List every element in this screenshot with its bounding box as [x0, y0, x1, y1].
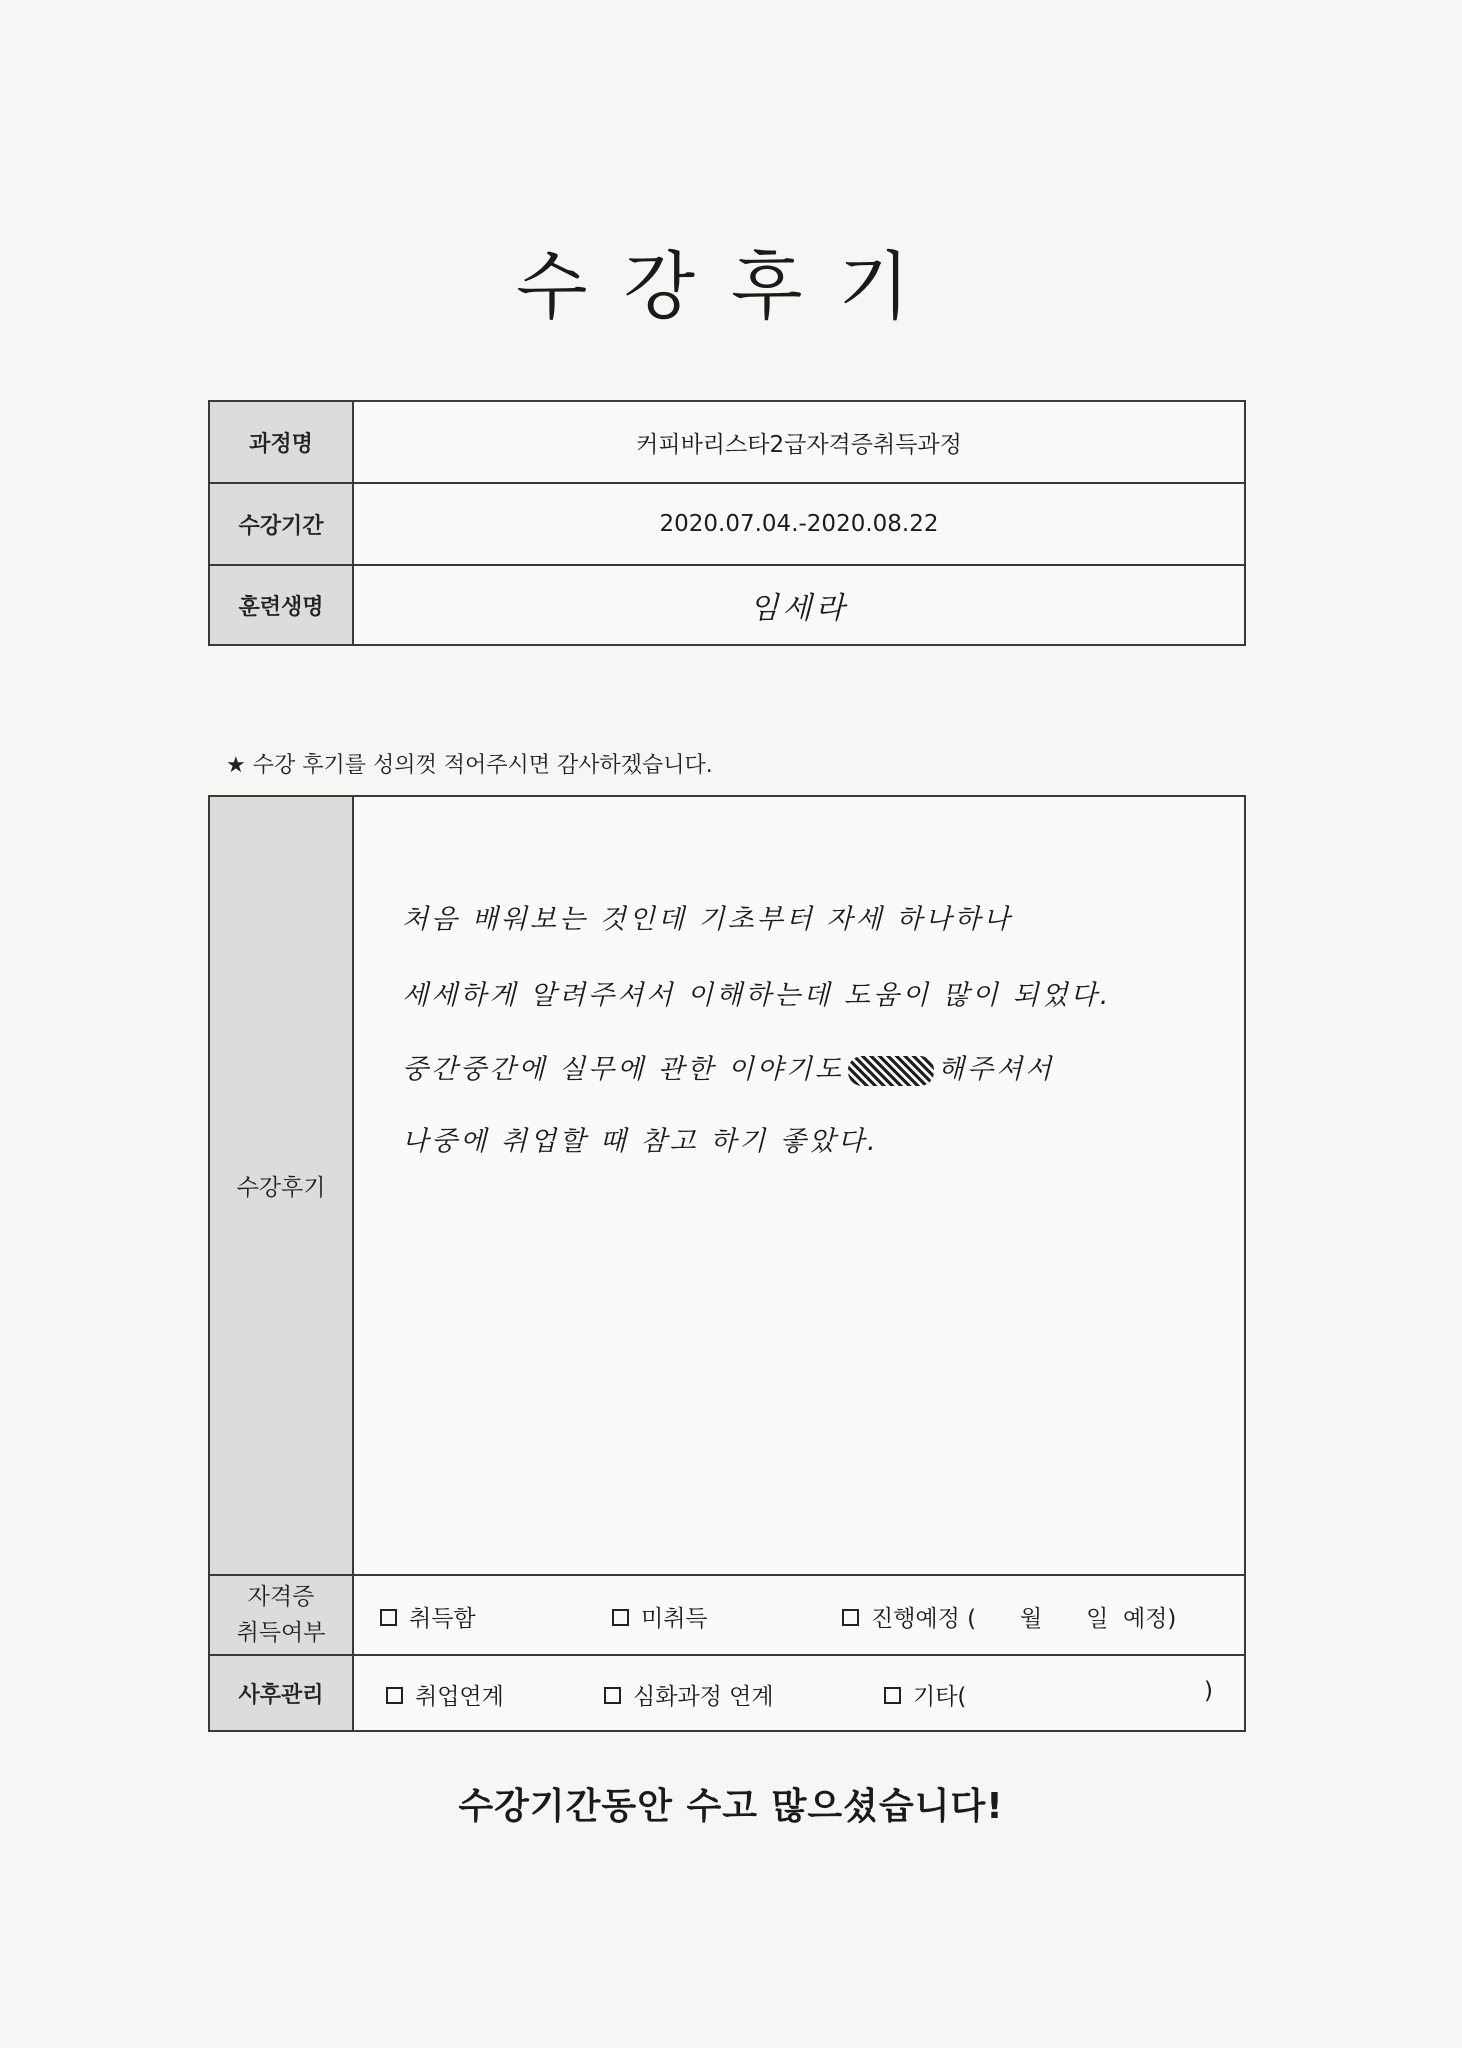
- closing-message: 수강기간동안 수고 많으셨습니다!: [458, 1786, 1004, 1827]
- aftercare-option-advanced-course[interactable]: [604, 1678, 774, 1711]
- course-period-value: 2020.07.04.-2020.08.22: [353, 483, 1245, 565]
- course-name-value: 커피바리스타2급자격증취득과정: [353, 401, 1245, 483]
- certificate-option-not-acquired-label: 미취득: [641, 1606, 708, 1632]
- trainee-name-label: 훈련생명: [209, 565, 353, 645]
- review-line-3-text: 중간중간에 실무에 관한 이야기도: [402, 1054, 844, 1085]
- aftercare-option-advanced-course-label: 심화과정 연계: [633, 1684, 774, 1710]
- certificate-label: [209, 1575, 353, 1655]
- review-line-3-tail: 해주셔서: [937, 1054, 1055, 1085]
- page-title: 수강후기: [516, 244, 946, 330]
- aftercare-options: [353, 1655, 1245, 1731]
- certificate-label-bottom: 취득여부: [236, 1620, 326, 1646]
- aftercare-option-job-link[interactable]: [386, 1678, 504, 1711]
- review-line-4: 나중에 취업할 때 참고 하기 좋았다.: [402, 1126, 879, 1157]
- course-info-table: [208, 400, 1246, 646]
- review-table: [208, 795, 1246, 1732]
- checkbox-icon[interactable]: [386, 1687, 403, 1704]
- checkbox-icon[interactable]: [612, 1609, 629, 1626]
- instruction-note: ★ 수강 후기를 성의껏 적어주시면 감사하겠습니다.: [226, 753, 713, 778]
- aftercare-option-job-link-label: 취업연계: [415, 1684, 504, 1710]
- certificate-option-not-acquired[interactable]: [612, 1600, 708, 1633]
- certificate-option-scheduled-label: 진행예정 ( 월 일 예정): [871, 1606, 1177, 1632]
- certificate-option-acquired-label: 취득함: [409, 1606, 476, 1632]
- checkbox-icon[interactable]: [884, 1687, 901, 1704]
- certificate-options: [353, 1575, 1245, 1655]
- certificate-option-scheduled[interactable]: [842, 1600, 1176, 1633]
- aftercare-option-other-label: 기타(: [913, 1684, 967, 1710]
- aftercare-option-other-close: ): [1204, 1678, 1213, 1704]
- review-label: 수강후기: [209, 796, 353, 1575]
- checkbox-icon[interactable]: [604, 1687, 621, 1704]
- course-name-label: 과정명: [209, 401, 353, 483]
- review-line-2: 세세하게 알려주셔서 이해하는데 도움이 많이 되었다.: [402, 980, 1112, 1011]
- certificate-option-acquired[interactable]: [380, 1600, 476, 1633]
- review-body: [353, 796, 1245, 1575]
- checkbox-icon[interactable]: [842, 1609, 859, 1626]
- checkbox-icon[interactable]: [380, 1609, 397, 1626]
- aftercare-option-other[interactable]: [884, 1678, 966, 1711]
- scribble-mark: [848, 1056, 934, 1086]
- review-line-1: 처음 배워보는 것인데 기초부터 자세 하나하나: [402, 904, 1013, 935]
- course-period-label: 수강기간: [209, 483, 353, 565]
- trainee-name-value: 임세라: [353, 565, 1245, 645]
- certificate-label-top: 자격증: [247, 1584, 315, 1610]
- aftercare-label: 사후관리: [209, 1655, 353, 1731]
- review-line-3: [402, 1047, 1054, 1086]
